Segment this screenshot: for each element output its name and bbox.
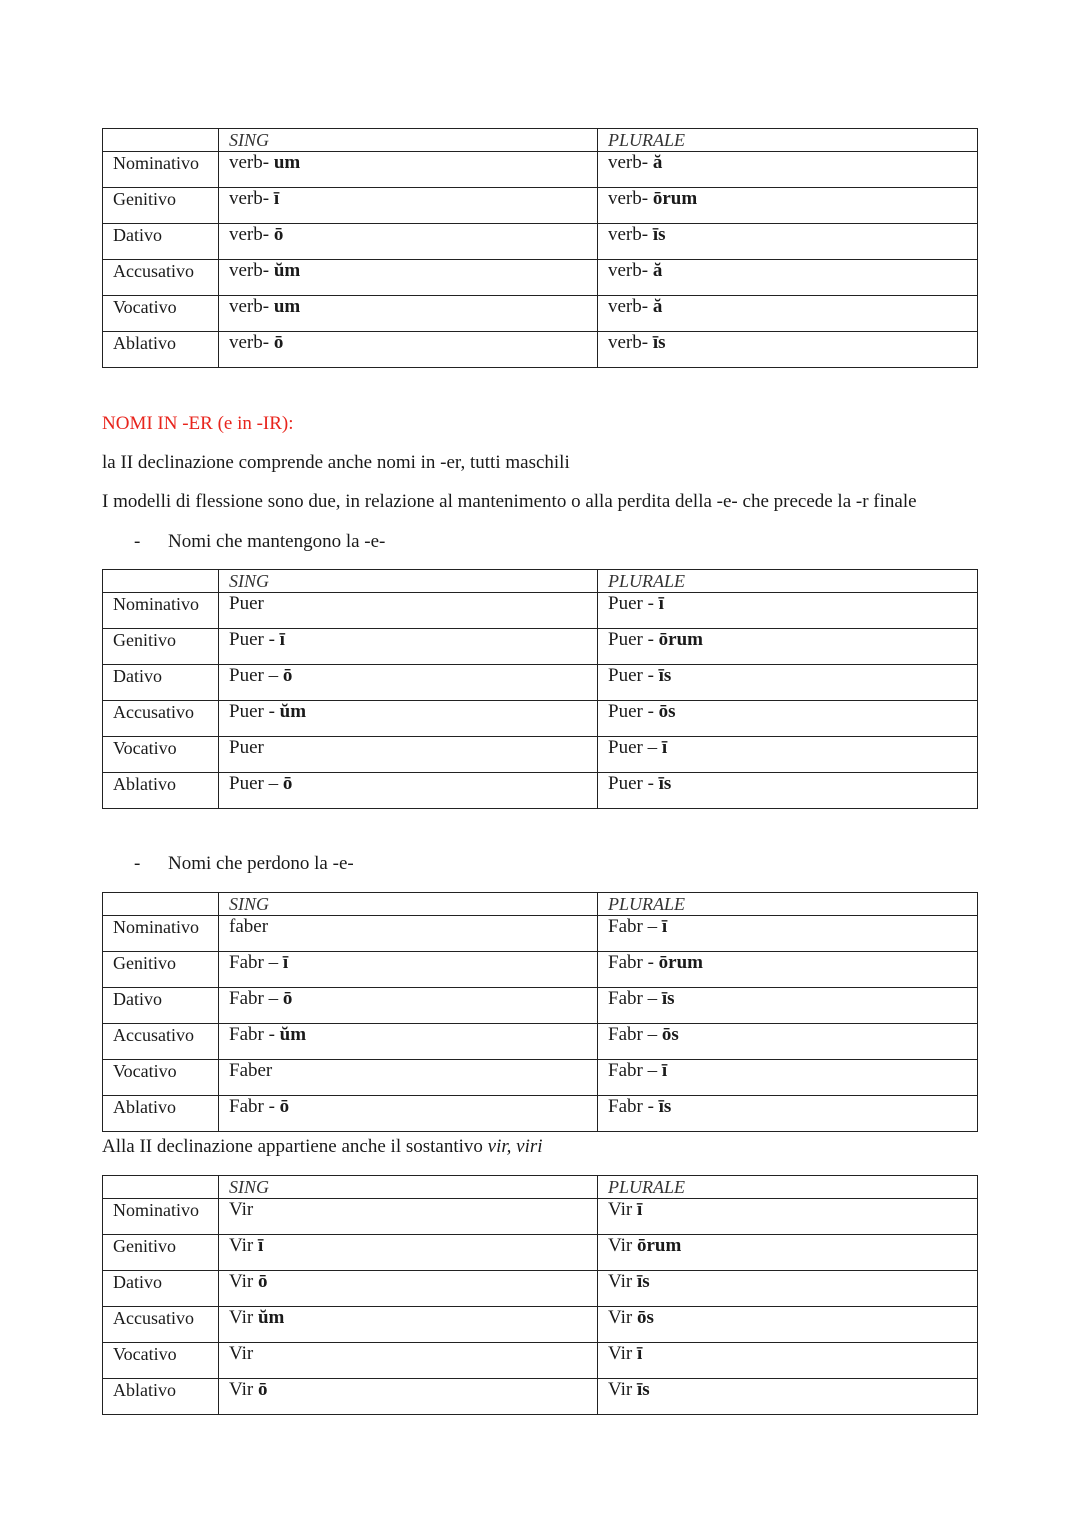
section-heading: NOMI IN -ER (e in -IR):: [102, 413, 294, 434]
stem: Puer: [229, 737, 264, 758]
plural-cell: [598, 1096, 978, 1132]
case-label: Vocativo: [103, 296, 219, 332]
plural-cell: [598, 1024, 978, 1060]
stem: Puer -: [229, 701, 280, 722]
plural-cell: [598, 665, 978, 701]
ending: ō: [282, 988, 293, 1009]
header-plural: PLURALE: [598, 570, 978, 593]
singular-cell: [219, 1271, 598, 1307]
table-row: [103, 1235, 978, 1271]
ending: īs: [652, 224, 666, 245]
header-plural: PLURALE: [598, 1176, 978, 1199]
ending: ŭm: [273, 260, 301, 281]
ending: ŭm: [257, 1307, 285, 1328]
ending: ōrum: [658, 629, 703, 650]
case-label: Ablativo: [103, 773, 219, 809]
case-label: Ablativo: [103, 1379, 219, 1415]
table-row: [103, 1271, 978, 1307]
table-row: [103, 260, 978, 296]
plural-cell: [598, 701, 978, 737]
singular-cell: [219, 629, 598, 665]
stem: Puer –: [229, 773, 283, 794]
table-row: [103, 773, 978, 809]
ending: ī: [282, 952, 289, 973]
case-label: Ablativo: [103, 332, 219, 368]
singular-cell: [219, 224, 598, 260]
plural-cell: [598, 1379, 978, 1415]
ending: īs: [652, 332, 666, 353]
singular-cell: [219, 952, 598, 988]
table-vir: [102, 1175, 978, 1415]
stem: verb-: [608, 188, 653, 209]
stem: verb-: [608, 224, 653, 245]
stem: Fabr -: [608, 1096, 659, 1117]
case-label: Nominativo: [103, 1199, 219, 1235]
singular-cell: [219, 332, 598, 368]
stem: verb-: [229, 152, 274, 173]
stem: verb-: [229, 188, 274, 209]
table-row: [103, 665, 978, 701]
table-row: [103, 1199, 978, 1235]
plural-cell: [598, 773, 978, 809]
table-row: [103, 1024, 978, 1060]
ending: ă: [652, 296, 663, 317]
stem: Fabr –: [608, 1024, 662, 1045]
stem: Vir: [229, 1271, 258, 1292]
ending: īs: [658, 1096, 672, 1117]
plural-cell: [598, 1307, 978, 1343]
singular-cell: [219, 1199, 598, 1235]
stem: verb-: [608, 152, 653, 173]
ending: ī: [636, 1343, 643, 1364]
table-row: [103, 737, 978, 773]
header-sing: SING: [219, 570, 598, 593]
stem: verb-: [608, 260, 653, 281]
table-row: [103, 701, 978, 737]
stem: Vir: [608, 1307, 637, 1328]
header-empty-cell: [103, 570, 219, 593]
stem: Puer -: [608, 665, 659, 686]
stem: Vir: [229, 1199, 254, 1220]
table-row: [103, 916, 978, 952]
plural-cell: [598, 260, 978, 296]
ending: ōs: [636, 1307, 654, 1328]
ending: ō: [282, 773, 293, 794]
header-sing: SING: [219, 893, 598, 916]
singular-cell: [219, 737, 598, 773]
ending: ī: [658, 593, 664, 614]
case-label: Nominativo: [103, 916, 219, 952]
case-label: Dativo: [103, 224, 219, 260]
singular-cell: [219, 1307, 598, 1343]
ending: ō: [282, 665, 293, 686]
ending: ōrum: [652, 188, 698, 209]
plural-cell: [598, 332, 978, 368]
vir-note-word: vir, viri: [487, 1136, 543, 1157]
ending: um: [273, 296, 301, 317]
ending: ī: [661, 737, 668, 758]
bullet-text: Nomi che perdono la -e-: [168, 853, 354, 874]
stem: Fabr -: [229, 1096, 280, 1117]
ending: ō: [273, 224, 284, 245]
ending: ī: [279, 629, 285, 650]
table-row: [103, 952, 978, 988]
ending: ă: [652, 152, 663, 173]
singular-cell: [219, 260, 598, 296]
case-label: Dativo: [103, 1271, 219, 1307]
table-row: [103, 188, 978, 224]
case-label: Genitivo: [103, 188, 219, 224]
stem: verb-: [229, 296, 274, 317]
stem: faber: [229, 916, 269, 937]
ending: ō: [257, 1379, 268, 1400]
stem: verb-: [608, 296, 653, 317]
case-label: Nominativo: [103, 152, 219, 188]
plural-cell: [598, 737, 978, 773]
stem: Puer -: [608, 593, 659, 614]
table-header-row: [103, 893, 978, 916]
ending: ōrum: [636, 1235, 682, 1256]
stem: Puer: [229, 593, 264, 614]
case-label: Dativo: [103, 665, 219, 701]
stem: Puer -: [608, 701, 659, 722]
case-label: Vocativo: [103, 1060, 219, 1096]
ending: īs: [658, 773, 672, 794]
singular-cell: [219, 1060, 598, 1096]
table-row: [103, 1343, 978, 1379]
singular-cell: [219, 593, 598, 629]
ending: ī: [257, 1235, 264, 1256]
plural-cell: [598, 1060, 978, 1096]
plural-cell: [598, 629, 978, 665]
bullet-dash: -: [134, 531, 141, 552]
singular-cell: [219, 1343, 598, 1379]
case-label: Genitivo: [103, 629, 219, 665]
ending: ŭm: [279, 701, 307, 722]
stem: Vir: [608, 1379, 637, 1400]
plural-cell: [598, 988, 978, 1024]
stem: verb-: [229, 260, 274, 281]
case-label: Genitivo: [103, 1235, 219, 1271]
stem: Puer –: [608, 737, 662, 758]
table-row: [103, 224, 978, 260]
stem: Vir: [229, 1235, 258, 1256]
table-neuter-verbum: [102, 128, 978, 368]
case-label: Accusativo: [103, 260, 219, 296]
ending: īs: [636, 1271, 650, 1292]
singular-cell: [219, 1096, 598, 1132]
plural-cell: [598, 152, 978, 188]
singular-cell: [219, 1024, 598, 1060]
ending: īs: [636, 1379, 650, 1400]
ending: īs: [658, 665, 672, 686]
case-label: Dativo: [103, 988, 219, 1024]
stem: Vir: [608, 1235, 637, 1256]
table-row: [103, 152, 978, 188]
vir-note-text: Alla II declinazione appartiene anche il sostantivo: [102, 1136, 488, 1157]
ending: ōs: [661, 1024, 679, 1045]
table-row: [103, 629, 978, 665]
header-plural: PLURALE: [598, 129, 978, 152]
case-label: Nominativo: [103, 593, 219, 629]
singular-cell: [219, 1235, 598, 1271]
ending: ōrum: [658, 952, 703, 973]
plural-cell: [598, 593, 978, 629]
ending: ō: [273, 332, 284, 353]
stem: Fabr –: [608, 988, 662, 1009]
ending: ō: [257, 1271, 268, 1292]
stem: Vir: [229, 1379, 258, 1400]
plural-cell: [598, 916, 978, 952]
stem: verb-: [229, 332, 274, 353]
stem: Vir: [229, 1307, 258, 1328]
header-sing: SING: [219, 129, 598, 152]
table-row: [103, 988, 978, 1024]
table-row: [103, 1379, 978, 1415]
stem: Puer –: [229, 665, 283, 686]
ending: um: [273, 152, 301, 173]
table-header-row: [103, 129, 978, 152]
plural-cell: [598, 1271, 978, 1307]
ending: ă: [652, 260, 663, 281]
stem: Faber: [229, 1060, 273, 1081]
ending: ī: [273, 188, 280, 209]
stem: Fabr –: [229, 988, 283, 1009]
table-row: [103, 332, 978, 368]
singular-cell: [219, 1379, 598, 1415]
stem: Vir: [229, 1343, 254, 1364]
header-plural: PLURALE: [598, 893, 978, 916]
stem: Fabr –: [229, 952, 283, 973]
section-text-line: I modelli di flessione sono due, in relazione al mantenimento o alla perdita della -e- che precede la -r finale: [102, 491, 917, 512]
table-row: [103, 296, 978, 332]
case-label: Genitivo: [103, 952, 219, 988]
plural-cell: [598, 952, 978, 988]
stem: Vir: [608, 1343, 637, 1364]
plural-cell: [598, 1235, 978, 1271]
plural-cell: [598, 1199, 978, 1235]
ending: ī: [661, 916, 668, 937]
plural-cell: [598, 1343, 978, 1379]
case-label: Ablativo: [103, 1096, 219, 1132]
singular-cell: [219, 188, 598, 224]
stem: Puer -: [608, 629, 659, 650]
plural-cell: [598, 188, 978, 224]
case-label: Accusativo: [103, 1307, 219, 1343]
table-row: [103, 1060, 978, 1096]
table-header-row: [103, 570, 978, 593]
case-label: Accusativo: [103, 1024, 219, 1060]
header-empty-cell: [103, 1176, 219, 1199]
singular-cell: [219, 665, 598, 701]
table-puer: [102, 569, 978, 809]
stem: Fabr –: [608, 916, 662, 937]
stem: Puer -: [229, 629, 280, 650]
stem: Puer -: [608, 773, 659, 794]
stem: Vir: [608, 1271, 637, 1292]
stem: Fabr –: [608, 1060, 662, 1081]
stem: verb-: [608, 332, 653, 353]
vir-note: [102, 1135, 543, 1159]
singular-cell: [219, 773, 598, 809]
table-faber: [102, 892, 978, 1132]
stem: Vir: [608, 1199, 637, 1220]
table-row: [103, 1307, 978, 1343]
plural-cell: [598, 296, 978, 332]
stem: Fabr -: [229, 1024, 280, 1045]
header-empty-cell: [103, 129, 219, 152]
table-row: [103, 1096, 978, 1132]
table-row: [103, 593, 978, 629]
singular-cell: [219, 296, 598, 332]
ending: ī: [661, 1060, 668, 1081]
case-label: Vocativo: [103, 1343, 219, 1379]
singular-cell: [219, 701, 598, 737]
header-sing: SING: [219, 1176, 598, 1199]
bullet-dash: -: [134, 853, 141, 874]
ending: ōs: [658, 701, 676, 722]
case-label: Accusativo: [103, 701, 219, 737]
ending: īs: [661, 988, 675, 1009]
stem: verb-: [229, 224, 274, 245]
ending: ō: [279, 1096, 290, 1117]
table-header-row: [103, 1176, 978, 1199]
section-text-line: la II declinazione comprende anche nomi in -er, tutti maschili: [102, 452, 570, 473]
bullet-text: Nomi che mantengono la -e-: [168, 531, 386, 552]
plural-cell: [598, 224, 978, 260]
singular-cell: [219, 988, 598, 1024]
singular-cell: [219, 916, 598, 952]
singular-cell: [219, 152, 598, 188]
ending: ī: [636, 1199, 643, 1220]
ending: ŭm: [279, 1024, 307, 1045]
case-label: Vocativo: [103, 737, 219, 773]
header-empty-cell: [103, 893, 219, 916]
stem: Fabr -: [608, 952, 659, 973]
